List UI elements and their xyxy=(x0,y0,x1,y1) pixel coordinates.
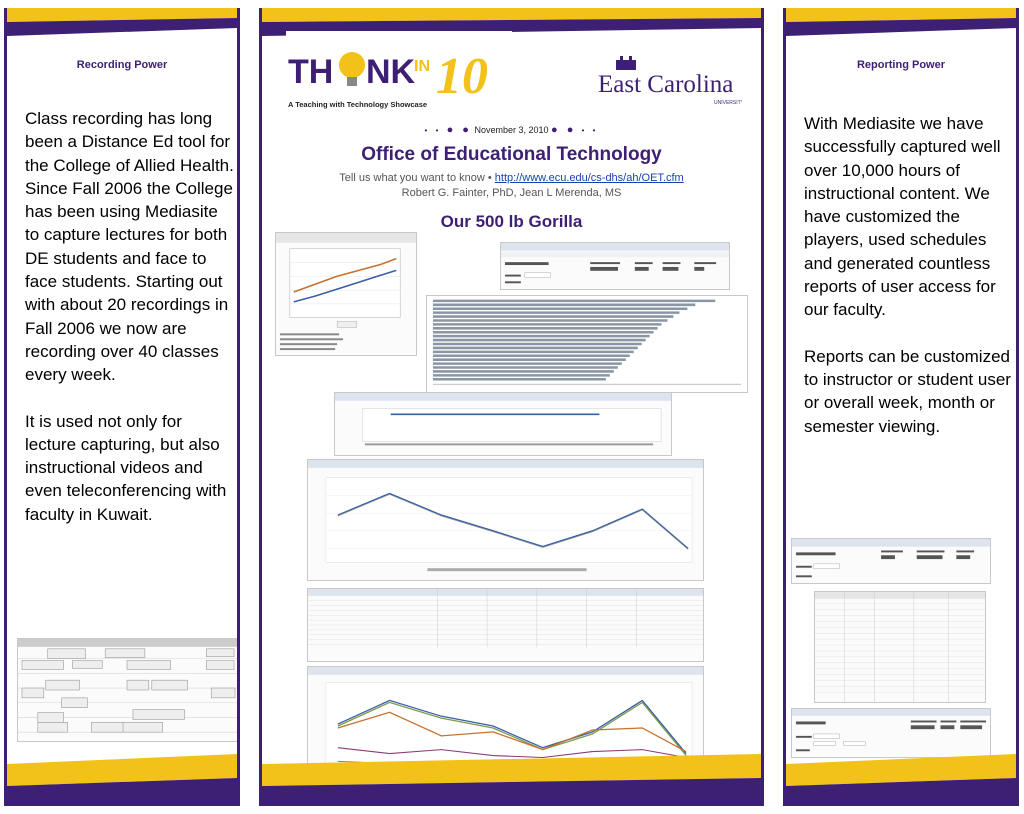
bottom-band xyxy=(7,754,237,806)
paragraph: Reports can be customized to instructor or student user or overall week, month or semester viewing. xyxy=(804,346,1011,436)
svg-text:UNIVERSITY: UNIVERSITY xyxy=(714,100,742,106)
viewing-history-screenshot xyxy=(334,392,672,456)
paragraph: With Mediasite we have successfully captured well over 10,000 hours of instructional content. We have customized the players, used schedules and generated countless reports of user access for our faculty. xyxy=(804,114,1001,320)
dots-decoration: • • xyxy=(424,126,447,135)
paragraph: Class recording has long been a Distance Ed tool for the College of Allied Health. Since Fall 2006 the College has been using Mediasite to capture lectures for both DE students and face to face students. Starting out with about 20 recordings in Fall 2006 we now are recording over 40 classes every week. xyxy=(25,109,234,385)
bottom-band xyxy=(786,754,1016,806)
office-title: Office of Educational Technology xyxy=(361,144,662,165)
svg-text:TH: TH xyxy=(288,53,334,91)
section-heading: Our 500 lb Gorilla xyxy=(440,212,583,231)
report-summary-screenshot xyxy=(500,242,730,290)
event-date: November 3, 2010 xyxy=(474,125,549,135)
dots-decoration: • • xyxy=(576,126,599,135)
views-bar-chart-screenshot xyxy=(426,295,748,393)
top-band xyxy=(7,8,237,36)
authors: Robert G. Fainter, PhD, Jean L Merenda, MS xyxy=(401,187,622,199)
right-panel xyxy=(783,8,1019,806)
svg-text:A Teaching with Technology Sho: A Teaching with Technology Showcase xyxy=(288,100,428,109)
svg-text:IN: IN xyxy=(414,58,430,75)
dots-decoration: ● ● xyxy=(446,124,472,136)
panel-body xyxy=(25,107,235,526)
svg-text:10: 10 xyxy=(436,48,488,105)
dots-decoration: ● ● xyxy=(551,124,577,136)
system-overview-screenshot xyxy=(275,232,417,356)
office-website-link[interactable]: http://www.ecu.edu/cs-dhs/ah/OET.cfm xyxy=(494,172,684,184)
schedule-screenshot xyxy=(17,638,239,742)
svg-text:East Carolina: East Carolina xyxy=(598,71,734,98)
semester-summary-screenshot xyxy=(791,708,991,758)
user-report-summary-screenshot xyxy=(791,538,991,584)
panel-title: Recording Power xyxy=(76,59,168,71)
left-panel xyxy=(4,8,240,806)
server-activity-screenshot xyxy=(307,459,704,581)
east-carolina-logo xyxy=(596,52,742,112)
data-table-screenshot xyxy=(307,588,704,662)
svg-text:NK: NK xyxy=(366,53,416,91)
contact-prefix: Tell us what you want to know • xyxy=(339,172,492,184)
panel-title: Reporting Power xyxy=(856,59,945,71)
center-panel xyxy=(259,8,764,806)
think-in-10-logo xyxy=(286,31,512,113)
user-table-screenshot xyxy=(814,591,986,703)
date-line xyxy=(262,124,761,136)
contact-line xyxy=(262,172,761,184)
top-band xyxy=(786,8,1016,36)
bottom-band xyxy=(262,754,761,806)
paragraph: It is used not only for lecture capturing, but also instructional videos and even teleconferencing with faculty in Kuwait. xyxy=(25,411,227,524)
panel-body xyxy=(804,112,1016,438)
